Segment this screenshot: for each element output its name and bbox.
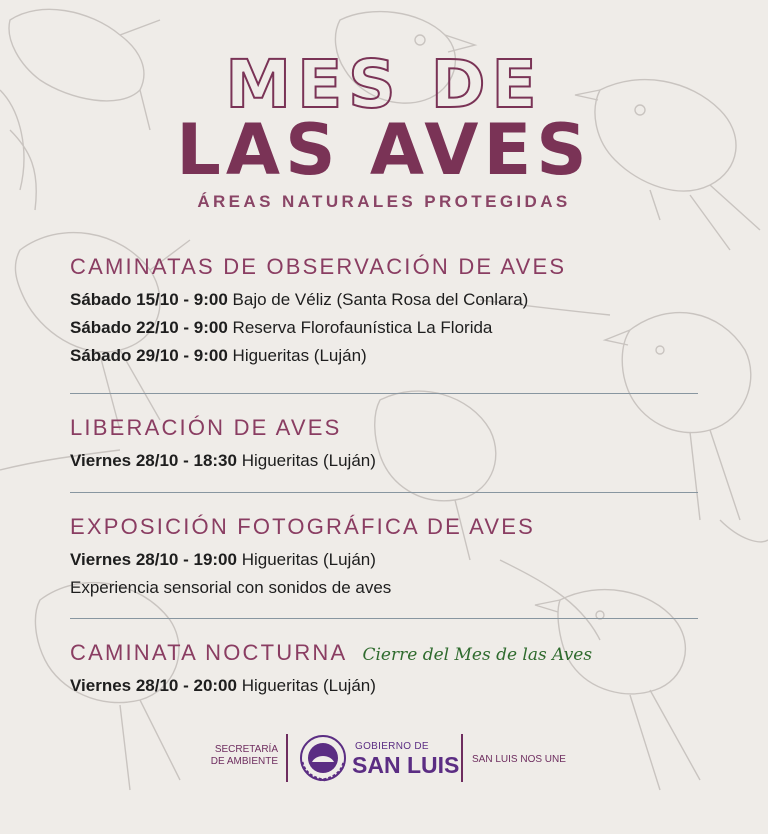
event-row bbox=[70, 314, 700, 342]
divider bbox=[70, 393, 698, 394]
section-title: CAMINATAS DE OBSERVACIÓN DE AVES bbox=[70, 254, 567, 279]
event-place: Higueritas (Luján) bbox=[241, 451, 376, 470]
section-exposicion bbox=[70, 514, 700, 602]
event-row bbox=[70, 286, 700, 314]
event-date: Viernes 28/10 - 19:00 bbox=[70, 550, 237, 569]
san-luis-label: SAN LUIS bbox=[352, 752, 460, 778]
event-place: Reserva Florofaunística La Florida bbox=[232, 318, 493, 337]
event-place: Higueritas (Luján) bbox=[232, 346, 367, 365]
secretaria-line2: DE AMBIENTE bbox=[210, 756, 278, 767]
section-title-row bbox=[70, 640, 700, 666]
section-note: Cierre del Mes de las Aves bbox=[362, 645, 593, 665]
event-place: Bajo de Véliz (Santa Rosa del Conlara) bbox=[232, 290, 529, 309]
slogan: SAN LUIS NOS UNE bbox=[472, 754, 566, 765]
section-caminata-nocturna bbox=[70, 640, 700, 700]
divider bbox=[70, 618, 698, 619]
section-title: CAMINATA NOCTURNA bbox=[70, 640, 347, 665]
secretaria-logo-text bbox=[198, 744, 278, 768]
event-place: Higueritas (Luján) bbox=[241, 676, 376, 695]
footer-divider bbox=[461, 734, 463, 782]
event-row bbox=[70, 672, 700, 700]
event-date: Sábado 29/10 - 9:00 bbox=[70, 346, 228, 365]
event-place: Higueritas (Luján) bbox=[241, 550, 376, 569]
footer-logos bbox=[0, 726, 768, 790]
secretaria-line1: SECRETARÍA bbox=[214, 744, 278, 755]
event-date: Viernes 28/10 - 18:30 bbox=[70, 451, 237, 470]
section-title: LIBERACIÓN DE AVES bbox=[70, 415, 342, 440]
event-extra: Experiencia sensorial con sonidos de aves bbox=[70, 578, 392, 597]
subtitle: ÁREAS NATURALES PROTEGIDAS bbox=[197, 192, 571, 211]
section-caminatas bbox=[70, 254, 700, 370]
event-row bbox=[70, 447, 700, 475]
event-date: Sábado 15/10 - 9:00 bbox=[70, 290, 228, 309]
event-date: Sábado 22/10 - 9:00 bbox=[70, 318, 228, 337]
event-row bbox=[70, 342, 700, 370]
title-line-las-aves: LAS AVES bbox=[176, 109, 592, 191]
san-luis-shield-icon bbox=[296, 732, 350, 784]
event-row bbox=[70, 546, 700, 574]
divider bbox=[70, 492, 698, 493]
section-title: EXPOSICIÓN FOTOGRÁFICA DE AVES bbox=[70, 514, 535, 539]
section-liberacion bbox=[70, 415, 700, 475]
gobierno-label: GOBIERNO DE bbox=[355, 741, 429, 752]
footer-divider bbox=[286, 734, 288, 782]
event-date: Viernes 28/10 - 20:00 bbox=[70, 676, 237, 695]
title-line-mes-de: MES DE bbox=[225, 46, 543, 123]
